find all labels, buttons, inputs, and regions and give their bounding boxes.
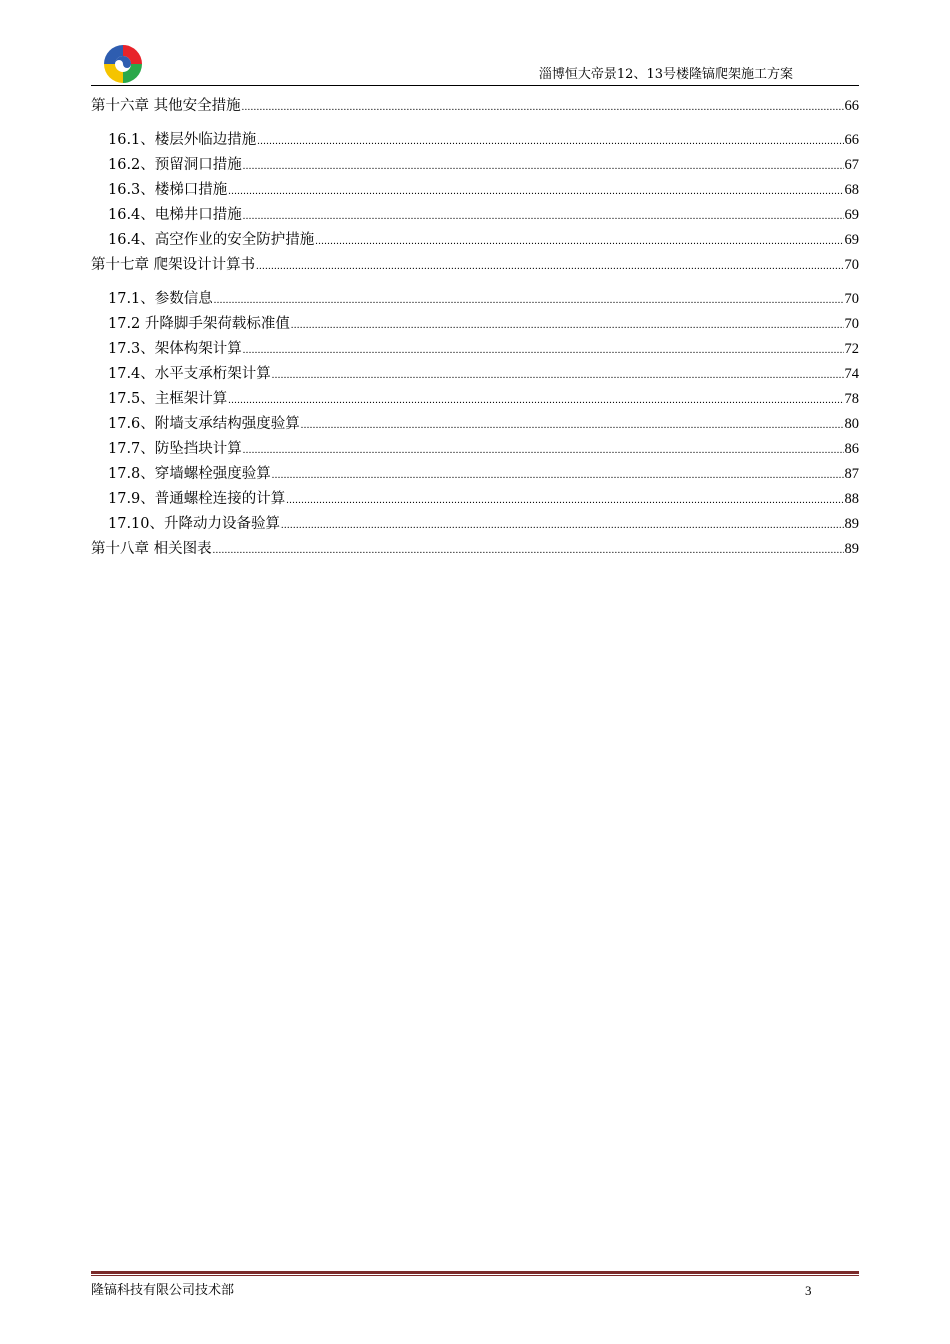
toc-section-entry[interactable]	[91, 340, 859, 365]
toc-entry-label: 17.9、普通螺栓连接的计算	[108, 491, 286, 507]
toc-section-entry[interactable]	[91, 490, 859, 515]
toc-chapter-entry[interactable]	[91, 540, 859, 574]
toc-entry-label: 17.4、水平支承桁架计算	[108, 366, 271, 382]
toc-page-number: 68	[844, 182, 859, 198]
toc-section-entry[interactable]	[91, 315, 859, 340]
toc-dot-leader	[243, 208, 844, 226]
toc-section-entry[interactable]	[91, 181, 859, 206]
toc-page-number: 66	[844, 98, 859, 114]
toc-section-entry[interactable]	[91, 131, 859, 156]
toc-section-entry[interactable]	[91, 156, 859, 181]
header-title: 淄博恒大帝景12、13号楼隆镐爬架施工方案	[538, 67, 793, 82]
toc-page-number: 80	[844, 416, 859, 432]
toc-dot-leader	[301, 417, 844, 435]
header-divider	[91, 85, 859, 86]
toc-dot-leader	[256, 258, 843, 276]
toc-section-entry[interactable]	[91, 440, 859, 465]
toc-section-entry[interactable]	[91, 515, 859, 540]
toc-dot-leader	[272, 367, 844, 385]
footer-company: 隆镐科技有限公司技术部	[91, 1283, 235, 1298]
toc-entry-label: 17.1、参数信息	[108, 291, 213, 307]
toc-entry-label: 17.8、穿墙螺栓强度验算	[108, 466, 271, 482]
toc-dot-leader	[228, 392, 843, 410]
toc-dot-leader	[242, 99, 844, 117]
toc-chapter-entry[interactable]	[91, 256, 859, 290]
toc-page-number: 89	[844, 516, 859, 532]
footer-page-number: 3	[805, 1283, 812, 1298]
toc-dot-leader	[228, 183, 843, 201]
toc-entry-label: 17.10、升降动力设备验算	[108, 516, 281, 532]
toc-section-entry[interactable]	[91, 415, 859, 440]
toc-dot-leader	[281, 517, 843, 535]
toc-page-number: 70	[844, 257, 859, 273]
toc-entry-label: 17.6、附墙支承结构强度验算	[108, 416, 300, 432]
toc-dot-leader	[243, 342, 844, 360]
toc-section-entry[interactable]	[91, 290, 859, 315]
toc-page-number: 86	[844, 441, 859, 457]
company-logo	[103, 44, 143, 84]
toc-entry-label: 16.2、预留洞口措施	[108, 157, 242, 173]
toc-dot-leader	[243, 158, 844, 176]
toc-section-entry[interactable]	[91, 231, 859, 256]
toc-section-entry[interactable]	[91, 365, 859, 390]
toc-entry-label: 17.2 升降脚手架荷载标准值	[108, 316, 290, 332]
toc-dot-leader	[257, 133, 843, 151]
toc-page-number: 70	[844, 291, 859, 307]
toc-dot-leader	[214, 292, 844, 310]
toc-entry-label: 16.3、楼梯口措施	[108, 182, 228, 198]
toc-entry-label: 17.3、架体构架计算	[108, 341, 242, 357]
toc-entry-label: 16.4、电梯井口措施	[108, 207, 242, 223]
toc-entry-label: 16.1、楼层外临边措施	[108, 132, 257, 148]
toc-dot-leader	[291, 317, 844, 335]
toc-entry-label: 17.5、主框架计算	[108, 391, 228, 407]
toc-page-number: 88	[844, 491, 859, 507]
toc-page-number: 70	[844, 316, 859, 332]
toc-page-number: 89	[844, 541, 859, 557]
toc-section-entry[interactable]	[91, 206, 859, 231]
toc-page-number: 69	[844, 232, 859, 248]
toc-entry-label: 第十七章 爬架设计计算书	[91, 257, 256, 273]
toc-page-number: 74	[844, 366, 859, 382]
toc-entry-label: 16.4、高空作业的安全防护措施	[108, 232, 315, 248]
toc-dot-leader	[272, 467, 844, 485]
toc-dot-leader	[213, 542, 844, 560]
toc-page-number: 72	[844, 341, 859, 357]
table-of-contents	[91, 97, 859, 574]
toc-entry-label: 17.7、防坠挡块计算	[108, 441, 242, 457]
toc-page-number: 87	[844, 466, 859, 482]
toc-page-number: 78	[844, 391, 859, 407]
toc-dot-leader	[286, 492, 843, 510]
toc-dot-leader	[315, 233, 843, 251]
toc-entry-label: 第十八章 相关图表	[91, 541, 212, 557]
toc-chapter-entry[interactable]	[91, 97, 859, 131]
toc-entry-label: 第十六章 其他安全措施	[91, 98, 241, 114]
toc-page-number: 67	[844, 157, 859, 173]
toc-page-number: 69	[844, 207, 859, 223]
toc-section-entry[interactable]	[91, 390, 859, 415]
toc-dot-leader	[243, 442, 844, 460]
toc-section-entry[interactable]	[91, 465, 859, 490]
toc-page-number: 66	[844, 132, 859, 148]
footer-divider	[91, 1271, 859, 1276]
